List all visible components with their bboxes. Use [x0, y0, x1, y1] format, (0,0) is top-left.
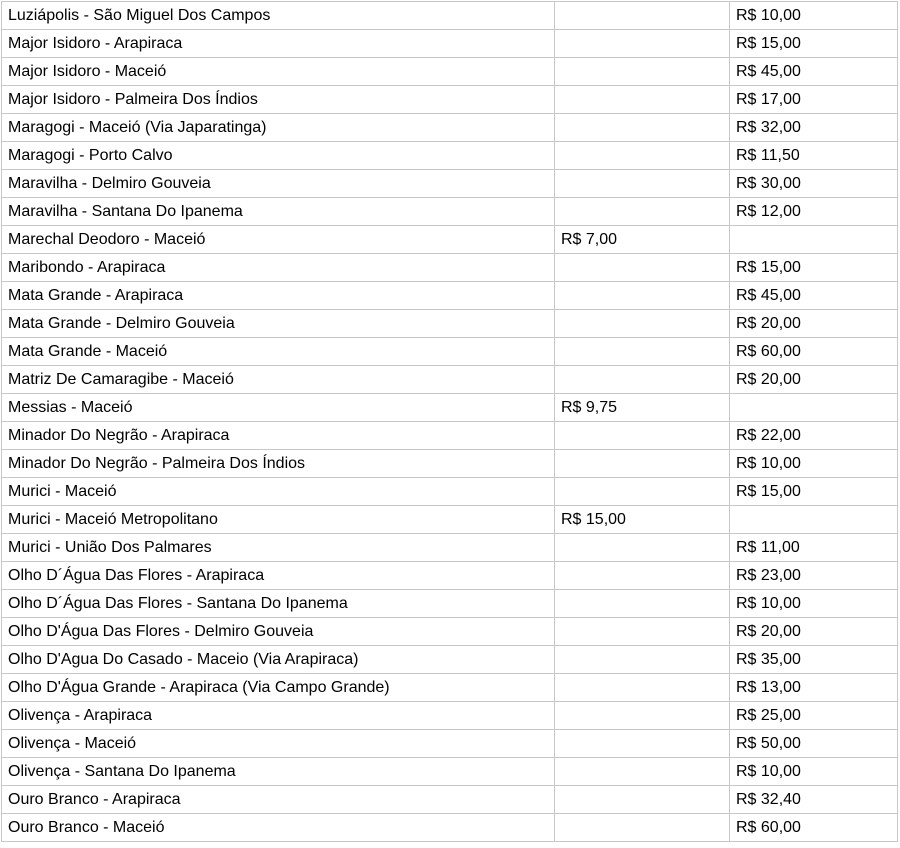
route-cell: Maragogi - Porto Calvo [2, 142, 555, 170]
route-cell: Minador Do Negrão - Palmeira Dos Índios [2, 450, 555, 478]
fare-cell-b: R$ 32,40 [730, 786, 898, 814]
table-row [2, 786, 898, 814]
fare-cell-b: R$ 22,00 [730, 422, 898, 450]
fare-cell-b: R$ 13,00 [730, 674, 898, 702]
route-cell: Ouro Branco - Arapiraca [2, 786, 555, 814]
table-row [2, 562, 898, 590]
table-row [2, 590, 898, 618]
fare-cell-a [555, 422, 730, 450]
table-row [2, 450, 898, 478]
route-cell: Olho D´Água Das Flores - Arapiraca [2, 562, 555, 590]
fare-cell-a [555, 310, 730, 338]
fare-cell-b: R$ 10,00 [730, 450, 898, 478]
route-cell: Murici - Maceió Metropolitano [2, 506, 555, 534]
fare-cell-b: R$ 23,00 [730, 562, 898, 590]
route-cell: Olho D'Água Das Flores - Delmiro Gouveia [2, 618, 555, 646]
fare-cell-a [555, 590, 730, 618]
table-row [2, 86, 898, 114]
fare-cell-a [555, 758, 730, 786]
fare-cell-a [555, 58, 730, 86]
table-row [2, 338, 898, 366]
route-cell: Murici - União Dos Palmares [2, 534, 555, 562]
fare-cell-b [730, 394, 898, 422]
table-row [2, 422, 898, 450]
fare-cell-a: R$ 9,75 [555, 394, 730, 422]
fare-cell-a [555, 478, 730, 506]
fare-cell-b: R$ 20,00 [730, 366, 898, 394]
fare-cell-a [555, 562, 730, 590]
fare-cell-b: R$ 15,00 [730, 478, 898, 506]
fare-cell-a [555, 254, 730, 282]
fare-cell-a [555, 338, 730, 366]
fare-cell-b: R$ 32,00 [730, 114, 898, 142]
fare-cell-b: R$ 60,00 [730, 338, 898, 366]
table-row [2, 254, 898, 282]
table-row [2, 702, 898, 730]
fare-cell-a: R$ 7,00 [555, 226, 730, 254]
route-cell: Mata Grande - Maceió [2, 338, 555, 366]
fare-cell-a [555, 86, 730, 114]
route-cell: Major Isidoro - Arapiraca [2, 30, 555, 58]
fare-cell-b: R$ 50,00 [730, 730, 898, 758]
table-row [2, 646, 898, 674]
fare-cell-a [555, 674, 730, 702]
table-row [2, 2, 898, 30]
route-cell: Ouro Branco - Maceió [2, 814, 555, 842]
fare-cell-b: R$ 12,00 [730, 198, 898, 226]
fare-cell-b: R$ 30,00 [730, 170, 898, 198]
fare-cell-b: R$ 35,00 [730, 646, 898, 674]
fare-cell-a [555, 366, 730, 394]
fare-cell-b: R$ 20,00 [730, 618, 898, 646]
table-row [2, 758, 898, 786]
fare-table-body [2, 2, 898, 842]
table-row [2, 282, 898, 310]
fare-cell-a [555, 702, 730, 730]
route-cell: Minador Do Negrão - Arapiraca [2, 422, 555, 450]
table-row [2, 58, 898, 86]
fare-cell-b: R$ 25,00 [730, 702, 898, 730]
table-row [2, 394, 898, 422]
route-cell: Maravilha - Delmiro Gouveia [2, 170, 555, 198]
fare-cell-b: R$ 11,50 [730, 142, 898, 170]
table-row [2, 730, 898, 758]
fare-cell-a [555, 170, 730, 198]
route-cell: Olho D´Água Das Flores - Santana Do Ipanema [2, 590, 555, 618]
fare-cell-b: R$ 15,00 [730, 254, 898, 282]
fare-cell-b: R$ 60,00 [730, 814, 898, 842]
table-row [2, 618, 898, 646]
route-cell: Murici - Maceió [2, 478, 555, 506]
fare-cell-b: R$ 20,00 [730, 310, 898, 338]
table-row [2, 310, 898, 338]
route-cell: Matriz De Camaragibe - Maceió [2, 366, 555, 394]
route-cell: Olivença - Santana Do Ipanema [2, 758, 555, 786]
fare-cell-b: R$ 17,00 [730, 86, 898, 114]
fare-cell-a [555, 730, 730, 758]
table-row [2, 142, 898, 170]
table-row [2, 30, 898, 58]
table-row [2, 114, 898, 142]
table-row [2, 674, 898, 702]
fare-cell-a: R$ 15,00 [555, 506, 730, 534]
fare-table [1, 1, 898, 842]
fare-cell-b: R$ 45,00 [730, 282, 898, 310]
fare-cell-b: R$ 10,00 [730, 590, 898, 618]
route-cell: Olivença - Maceió [2, 730, 555, 758]
fare-cell-a [555, 814, 730, 842]
route-cell: Mata Grande - Delmiro Gouveia [2, 310, 555, 338]
table-row [2, 170, 898, 198]
fare-cell-b: R$ 11,00 [730, 534, 898, 562]
route-cell: Olho D'Agua Do Casado - Maceio (Via Arapiraca) [2, 646, 555, 674]
fare-cell-a [555, 618, 730, 646]
fare-cell-a [555, 2, 730, 30]
table-row [2, 506, 898, 534]
route-cell: Olho D'Água Grande - Arapiraca (Via Campo Grande) [2, 674, 555, 702]
route-cell: Mata Grande - Arapiraca [2, 282, 555, 310]
table-row [2, 478, 898, 506]
table-row [2, 226, 898, 254]
table-row [2, 814, 898, 842]
route-cell: Maragogi - Maceió (Via Japaratinga) [2, 114, 555, 142]
table-row [2, 198, 898, 226]
table-row [2, 366, 898, 394]
fare-cell-b: R$ 10,00 [730, 758, 898, 786]
route-cell: Luziápolis - São Miguel Dos Campos [2, 2, 555, 30]
route-cell: Major Isidoro - Maceió [2, 58, 555, 86]
fare-cell-a [555, 534, 730, 562]
fare-cell-a [555, 282, 730, 310]
fare-cell-b [730, 506, 898, 534]
route-cell: Marechal Deodoro - Maceió [2, 226, 555, 254]
route-cell: Major Isidoro - Palmeira Dos Índios [2, 86, 555, 114]
fare-cell-b: R$ 15,00 [730, 30, 898, 58]
route-cell: Olivença - Arapiraca [2, 702, 555, 730]
fare-cell-a [555, 646, 730, 674]
fare-cell-a [555, 786, 730, 814]
fare-cell-a [555, 114, 730, 142]
fare-cell-b: R$ 10,00 [730, 2, 898, 30]
route-cell: Messias - Maceió [2, 394, 555, 422]
route-cell: Maravilha - Santana Do Ipanema [2, 198, 555, 226]
route-cell: Maribondo - Arapiraca [2, 254, 555, 282]
fare-cell-b [730, 226, 898, 254]
fare-cell-a [555, 450, 730, 478]
fare-cell-a [555, 198, 730, 226]
fare-cell-a [555, 30, 730, 58]
table-row [2, 534, 898, 562]
fare-cell-b: R$ 45,00 [730, 58, 898, 86]
fare-cell-a [555, 142, 730, 170]
